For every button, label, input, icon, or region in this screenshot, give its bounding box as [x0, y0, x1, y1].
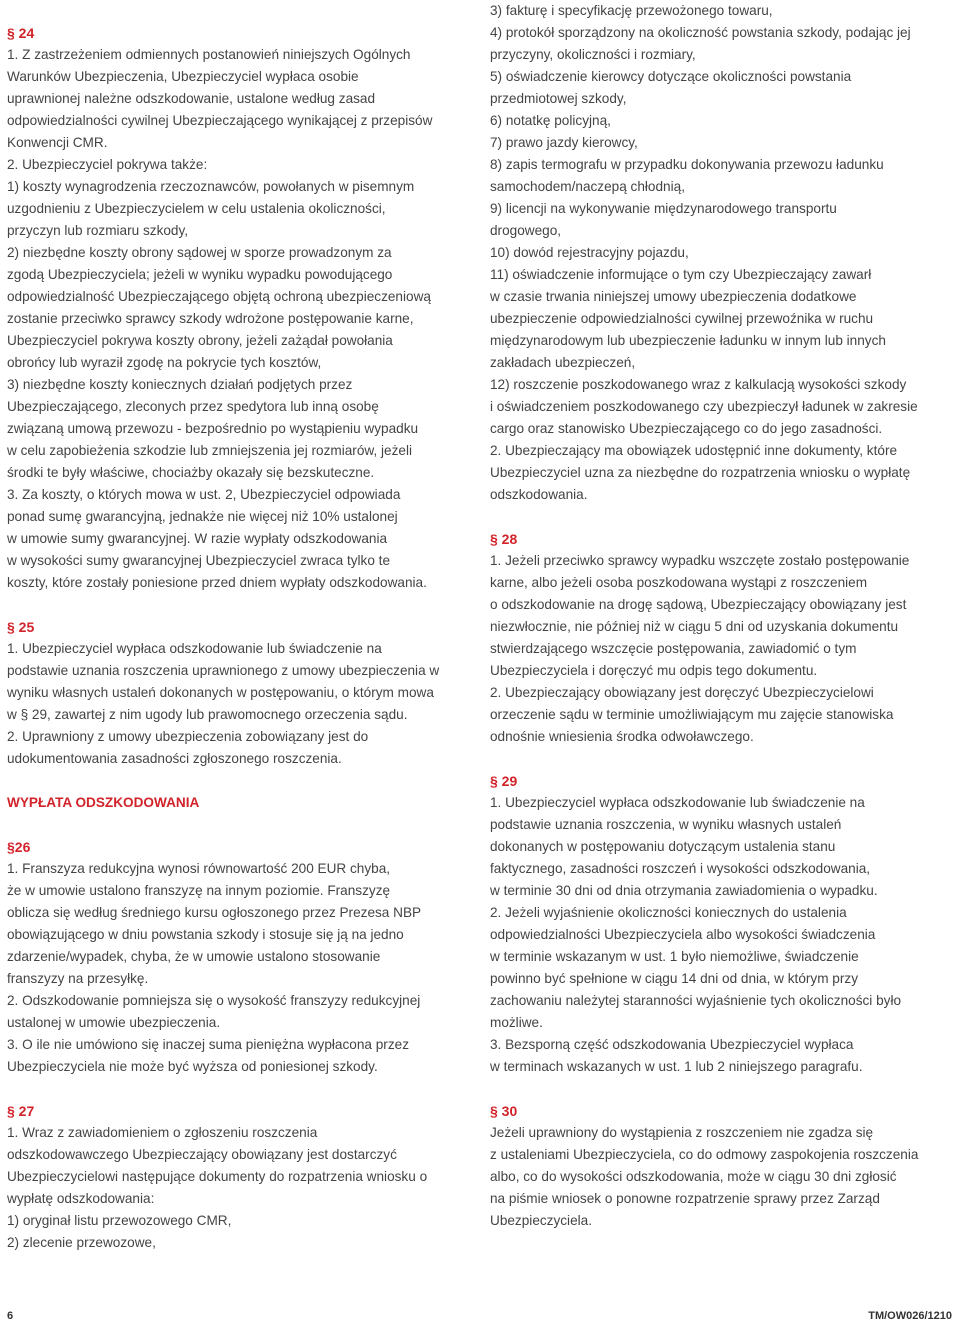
section-heading: § 28: [490, 531, 518, 547]
text-line: odszkodowawczego Ubezpieczający obowiązany jest dostarczyć: [7, 1147, 397, 1162]
text-line: franszyzy na przesyłkę.: [7, 971, 149, 986]
text-line: 1. Ubezpieczyciel wypłaca odszkodowanie lub świadczenie na: [7, 641, 382, 656]
spacer: [7, 814, 472, 836]
text-line: uprawnionej należne odszkodowanie, ustalone według zasad: [7, 91, 376, 106]
section-heading: § 27: [7, 1103, 35, 1119]
text-line: 2) niezbędne koszty obrony sądowej w sporze prowadzonym za: [7, 245, 392, 260]
text-line: 1. Jeżeli przeciwko sprawcy wypadku wszczęte zostało postępowanie: [490, 553, 910, 568]
text-line: samochodem/naczepą chłodnią,: [490, 179, 685, 194]
text-line: ubezpieczenie odpowiedzialności cywilnej przewoźnika w ruchu: [490, 311, 874, 326]
text-line: że w umowie ustalono franszyzę na innym poziomie. Franszyzę: [7, 883, 391, 898]
section-heading: § 30: [490, 1103, 518, 1119]
text-line: 2. Ubezpieczyciel pokrywa także:: [7, 157, 208, 172]
text-line: 3. Bezsporną część odszkodowania Ubezpieczyciel wypłaca: [490, 1037, 854, 1052]
spacer: [7, 0, 472, 22]
text-line: wypłatę odszkodowania:: [7, 1191, 155, 1206]
spacer: [490, 748, 955, 770]
text-line: w § 29, zawartej z nim ugody lub prawomocnego orzeczenia sądu.: [7, 707, 408, 722]
text-line: uzgodnieniu z Ubezpieczycielem w celu ustalenia okoliczności,: [7, 201, 386, 216]
text-line: orzeczenie sądu w terminie umożliwiającym mu zajęcie stanowiska: [490, 707, 894, 722]
text-line: przyczyn lub rozmiaru szkody,: [7, 223, 189, 238]
text-line: ustalonej w umowie ubezpieczenia.: [7, 1015, 221, 1030]
section-heading: § 24: [7, 25, 35, 41]
text-line: Ubezpieczyciela nie może być wyższa od poniesionej szkody.: [7, 1059, 378, 1074]
text-line: niezwłocznie, nie później niż w ciągu 5 dni od uzyskania dokumentu: [490, 619, 899, 634]
text-line: w terminach wskazanych w ust. 1 lub 2 niniejszego paragrafu.: [490, 1059, 863, 1074]
text-line: międzynarodowym lub ubezpieczenie ładunku w innym lub innych: [490, 333, 886, 348]
text-line: 2. Ubezpieczający obowiązany jest doręczyć Ubezpieczycielowi: [490, 685, 874, 700]
text-line: 12) roszczenie poszkodowanego wraz z kalkulacją wysokości szkody: [490, 377, 907, 392]
text-line: odpowiedzialność Ubezpieczającego objętą ochroną ubezpieczeniową: [7, 289, 431, 304]
spacer: [490, 506, 955, 528]
text-line: w wysokości sumy gwarancyjnej Ubezpieczyciel zwraca tylko te: [7, 553, 391, 568]
text-line: 2) zlecenie przewozowe,: [7, 1235, 156, 1250]
text-line: ponad sumę gwarancyjną, jednakże nie więcej niż 10% ustalonej: [7, 509, 398, 524]
text-line: drogowego,: [490, 223, 562, 238]
text-line: zachowaniu należytej staranności wyjaśnienie tych okoliczności było: [490, 993, 902, 1008]
page-number: 6: [7, 1310, 14, 1322]
text-line: zakładach ubezpieczeń,: [490, 355, 636, 370]
text-line: 1) oryginał listu przewozowego CMR,: [7, 1213, 232, 1228]
text-line: na piśmie wniosek o ponowne rozpatrzenie sprawy przez Zarząd: [490, 1191, 880, 1206]
text-line: zostanie przeciwko sprawcy szkody wdrożone postępowanie karne,: [7, 311, 414, 326]
text-line: 10) dowód rejestracyjny pojazdu,: [490, 245, 689, 260]
text-line: zdarzenie/wypadek, chyba, że w umowie ustalono stosowanie: [7, 949, 381, 964]
section-heading: § 29: [490, 773, 518, 789]
text-line: dokonanych w postępowaniu dotyczącym ustalenia stanu: [490, 839, 836, 854]
text-line: przyczyny, okoliczności i rozmiary,: [490, 47, 696, 62]
text-line: odnośnie wniesienia środka odwoławczego.: [490, 729, 754, 744]
text-line: wyniku własnych ustaleń dokonanych w postępowaniu, o którym mowa: [7, 685, 434, 700]
text-line: Warunków Ubezpieczenia, Ubezpieczyciel wypłaca osobie: [7, 69, 359, 84]
text-line: 7) prawo jazdy kierowcy,: [490, 135, 638, 150]
chapter-heading: WYPŁATA ODSZKODOWANIA: [7, 795, 200, 810]
text-line: 1) koszty wynagrodzenia rzeczoznawców, powołanych w pisemnym: [7, 179, 415, 194]
spacer: [7, 594, 472, 616]
text-line: 2. Odszkodowanie pomniejsza się o wysokość franszyzy redukcyjnej: [7, 993, 421, 1008]
text-line: Ubezpieczyciel uzna za niezbędne do rozpatrzenia wniosku o wypłatę: [490, 465, 911, 480]
text-line: 2. Ubezpieczający ma obowiązek udostępnić inne dokumenty, które: [490, 443, 898, 458]
text-line: 3. Za koszty, o których mowa w ust. 2, Ubezpieczyciel odpowiada: [7, 487, 401, 502]
section-heading: § 25: [7, 619, 35, 635]
text-line: podstawie uznania roszczenia, w wyniku własnych ustaleń: [490, 817, 842, 832]
spacer: [7, 1078, 472, 1100]
text-line: o odszkodowanie na drogę sądową, Ubezpieczający obowiązany jest: [490, 597, 907, 612]
text-line: w terminie wskazanym w ust. 1 było niemożliwe, świadczenie: [490, 949, 859, 964]
text-line: obrońcy lub wyraził zgodę na pokrycie tych kosztów,: [7, 355, 322, 370]
text-line: 1. Wraz z zawiadomieniem o zgłoszeniu roszczenia: [7, 1125, 318, 1140]
text-line: 8) zapis termografu w przypadku dokonywania przewozu ładunku: [490, 157, 884, 172]
section-heading: §26: [7, 839, 31, 855]
text-line: udokumentowania zasadności zgłoszonego roszczenia.: [7, 751, 342, 766]
text-line: 5) oświadczenie kierowcy dotyczące okoliczności powstania: [490, 69, 852, 84]
text-line: Ubezpieczyciela.: [490, 1213, 592, 1228]
text-line: faktycznego, zasadności roszczeń i wysokości odszkodowania,: [490, 861, 871, 876]
text-line: 1. Ubezpieczyciel wypłaca odszkodowanie lub świadczenie na: [490, 795, 865, 810]
text-line: powinno być spełnione w ciągu 14 dni od dnia, w którym przy: [490, 971, 858, 986]
text-line: 2. Uprawniony z umowy ubezpieczenia zobowiązany jest do: [7, 729, 369, 744]
spacer: [490, 1078, 955, 1100]
text-line: w umowie sumy gwarancyjnej. W razie wypłaty odszkodowania: [7, 531, 388, 546]
text-line: Ubezpieczycielowi następujące dokumenty do rozpatrzenia wniosku o: [7, 1169, 428, 1184]
text-line: podstawie uznania roszczenia uprawnionego z umowy ubezpieczenia w: [7, 663, 440, 678]
text-line: 9) licencji na wykonywanie międzynarodowego transportu: [490, 201, 837, 216]
text-line: w czasie trwania niniejszej umowy ubezpieczenia dodatkowe: [490, 289, 857, 304]
text-line: karne, albo jeżeli osoba poszkodowana wystąpi z roszczeniem: [490, 575, 868, 590]
text-line: w celu zapobieżenia szkodzie lub zmniejszenia jej rozmiarów, jeżeli: [7, 443, 412, 458]
text-line: Konwencji CMR.: [7, 135, 108, 150]
spacer: [7, 770, 472, 792]
text-line: koszty, które zostały poniesione przed dniem wypłaty odszkodowania.: [7, 575, 427, 590]
text-line: 2. Jeżeli wyjaśnienie okoliczności koniecznych do ustalenia: [490, 905, 847, 920]
text-line: 3) fakturę i specyfikację przewożonego towaru,: [490, 3, 773, 18]
text-line: albo, co do wysokości odszkodowania, może w ciągu 30 dni zgłosić: [490, 1169, 897, 1184]
text-line: przedmiotowej szkody,: [490, 91, 627, 106]
text-line: odpowiedzialności Ubezpieczyciela albo wysokości świadczenia: [490, 927, 876, 942]
text-line: stwierdzającego wszczęcie postępowania, zawiadomić o tym: [490, 641, 857, 656]
text-line: w terminie 30 dni od dnia otrzymania zawiadomienia o wypadku.: [490, 883, 878, 898]
text-line: środki te były właściwe, chociażby okazały się bezskuteczne.: [7, 465, 375, 480]
text-line: 3. O ile nie umówiono się inaczej suma pieniężna wypłacona przez: [7, 1037, 409, 1052]
text-line: z ustaleniami Ubezpieczyciela, co do odmowy zaspokojenia roszczenia: [490, 1147, 919, 1162]
text-line: związaną umową przewozu - bezpośrednio po wystąpieniu wypadku: [7, 421, 419, 436]
document-code: TM/OW026/1210: [868, 1310, 952, 1322]
text-line: 11) oświadczenie informujące o tym czy Ubezpieczający zawarł: [490, 267, 872, 282]
text-line: cargo oraz stanowisko Ubezpieczającego co do jego zasadności.: [490, 421, 883, 436]
text-line: oblicza się według średniego kursu ogłoszonego przez Prezesa NBP: [7, 905, 422, 920]
text-line: odszkodowania.: [490, 487, 588, 502]
text-line: możliwe.: [490, 1015, 543, 1030]
text-line: Jeżeli uprawniony do wystąpienia z roszczeniem nie zgadza się: [490, 1125, 874, 1140]
left-column: [7, 0, 472, 1254]
text-line: obowiązującego w dniu powstania szkody i stosuje się ją na jedno: [7, 927, 404, 942]
text-line: 1. Z zastrzeżeniem odmiennych postanowień niniejszych Ogólnych: [7, 47, 411, 62]
text-line: odpowiedzialności cywilnej Ubezpieczającego wynikającej z przepisów: [7, 113, 433, 128]
text-line: Ubezpieczyciela i doręczyć mu odpis tego dokumentu.: [490, 663, 818, 678]
text-line: Ubezpieczyciel pokrywa koszty obrony, jeżeli zażądał powołania: [7, 333, 393, 348]
text-line: 6) notatkę policyjną,: [490, 113, 611, 128]
text-line: 3) niezbędne koszty koniecznych działań podjętych przez: [7, 377, 353, 392]
text-line: i oświadczeniem poszkodowanego czy ubezpieczył ładunek w zakresie: [490, 399, 918, 414]
text-line: 4) protokół sporządzony na okoliczność powstania szkody, podając jej: [490, 25, 911, 40]
text-line: zgodą Ubezpieczyciela; jeżeli w wyniku wypadku powodującego: [7, 267, 393, 282]
text-line: 1. Franszyza redukcyjna wynosi równowartość 200 EUR chyba,: [7, 861, 391, 876]
right-column: [490, 0, 955, 1232]
text-line: Ubezpieczającego, zleconych przez spedytora lub inną osobę: [7, 399, 379, 414]
